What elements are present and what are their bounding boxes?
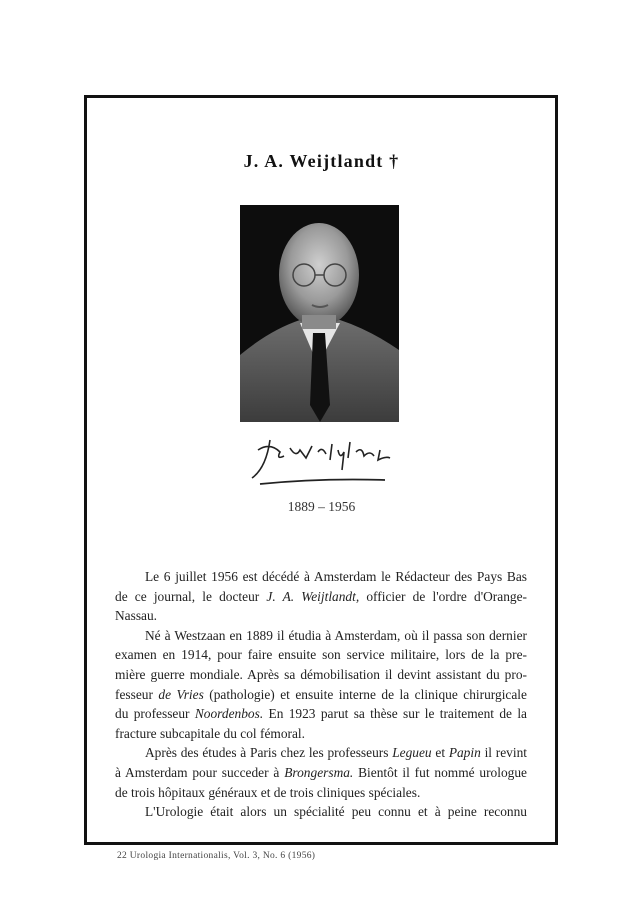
- text-segment: fracture subcapitale du col fémoral.: [115, 725, 305, 741]
- body-line: [115, 765, 527, 781]
- text-segment: de trois hôpitaux généraux et de trois cliniques spéciales.: [115, 784, 421, 800]
- body-line: [145, 569, 527, 585]
- body-line: [115, 706, 527, 722]
- text-segment: Né à Westzaan en 1889 il étudia à Amsterdam, où il passa son dernier: [145, 627, 527, 643]
- text-segment: examen en 1914, pour faire ensuite son service militaire, lors de la pre-: [115, 647, 527, 663]
- italic-name: J. A. Weijtlandt,: [266, 588, 360, 604]
- text-segment: Après des études à Paris chez les professeurs: [145, 745, 393, 761]
- text-segment: du professeur: [115, 706, 195, 722]
- text-segment: mière guerre mondiale. Après sa démobilisation il devint assistant du pro-: [115, 667, 527, 682]
- body-line: [115, 687, 527, 703]
- text-segment: Le 6 juillet 1956 est décédé à Amsterdam le Rédacteur des Pays Bas: [145, 569, 527, 584]
- text-segment: L'Urologie était alors un spécialité peu connu et à peine reconnu: [145, 804, 527, 820]
- italic-name: de Vries: [158, 686, 204, 702]
- body-line: [115, 608, 527, 624]
- life-dates: 1889 – 1956: [287, 499, 356, 514]
- text-segment: officier de l'ordre d'Orange-: [359, 588, 527, 604]
- text-segment: En 1923 parut sa thèse sur le traitement de la: [263, 706, 527, 722]
- italic-name: Brongersma.: [284, 765, 354, 780]
- text-segment: à Amsterdam pour succeder à: [115, 765, 285, 780]
- italic-name: Legueu: [392, 745, 432, 761]
- body-line: [115, 589, 527, 605]
- italic-name: Papin: [448, 745, 481, 761]
- body-line: [115, 647, 527, 663]
- text-segment: fesseur: [115, 686, 159, 702]
- signature: [240, 428, 400, 490]
- text-segment: et: [431, 745, 449, 761]
- text-segment: (pathologie) et ensuite interne de la clinique chirurgicale: [203, 686, 527, 702]
- body-line: [145, 804, 527, 820]
- text-segment: il revint: [480, 745, 528, 761]
- body-line: [115, 726, 527, 742]
- text-segment: de ce journal, le docteur: [115, 588, 267, 604]
- body-line: [145, 745, 527, 761]
- text-segment: Bientôt il fut nommé urologue: [353, 765, 527, 780]
- page-title: J. A. Weijtlandt †: [243, 151, 400, 171]
- page-footer: 22 Urologia Internationalis, Vol. 3, No. 6 (1956): [117, 851, 316, 861]
- body-line: [145, 628, 527, 644]
- text-segment: Nassau.: [115, 608, 158, 624]
- italic-name: Noordenbos.: [194, 706, 264, 722]
- body-line: [115, 785, 527, 801]
- portrait-photo: [240, 205, 399, 422]
- body-line: [115, 667, 527, 683]
